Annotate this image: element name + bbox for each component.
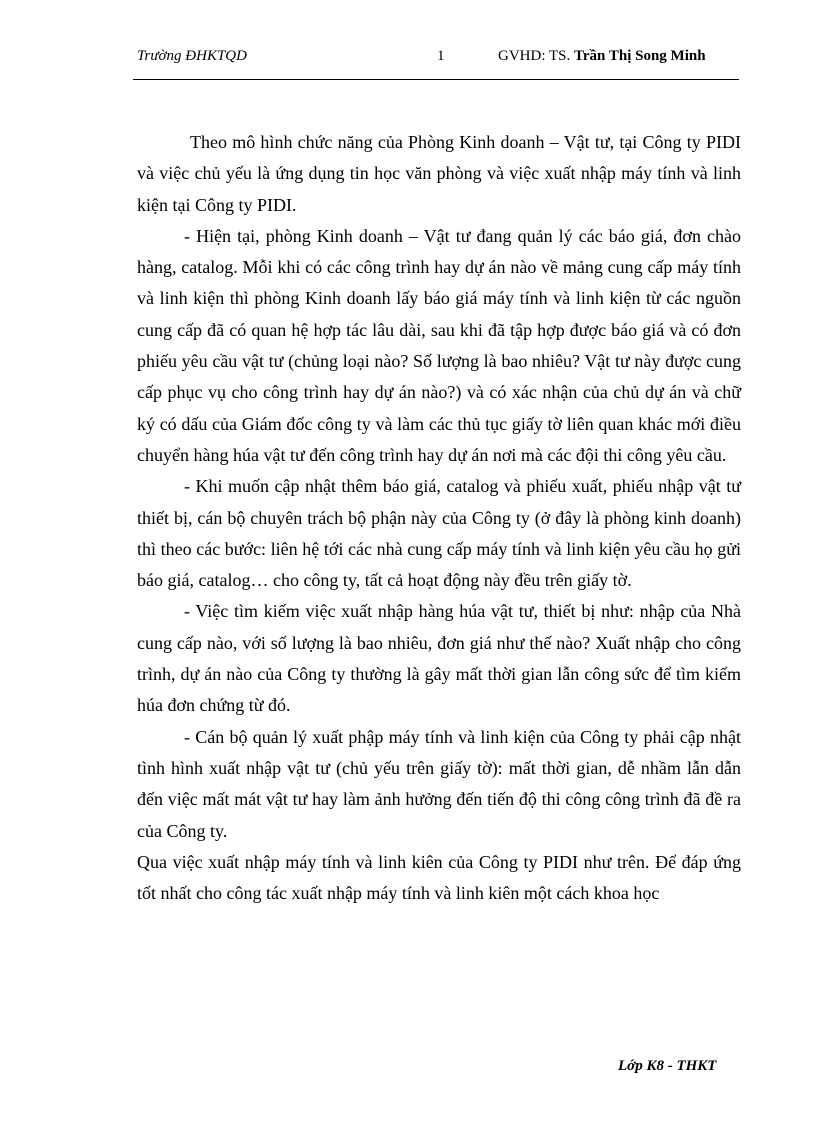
advisor-name: Trần Thị Song Minh	[573, 48, 706, 64]
body-text	[137, 127, 741, 909]
page-number: 1	[437, 48, 445, 64]
page-footer: Lớp K8 - THKT	[618, 1058, 717, 1074]
paragraph-current-state: - Hiện tại, phòng Kinh doanh – Vật tư đang quản lý các báo giá, đơn chào hàng, catalog. Mỗi khi có các công trình hay dự án nào về mảng cung cấp máy tính và linh kiện thì phòng Kinh doanh lấy báo giá máy tính và linh kiện từ các nguồn cung cấp đã có quan hệ hợp tác lâu dài, sau khi đã tập hợp được báo giá và có đơn phiếu yêu cầu vật tư (chủng loại nào? Số lượng là bao nhiêu? Vật tư này được cung cấp phục vụ cho công trình hay dự án nào?) và có xác nhận của chủ dự án và chữ ký có dấu của Giám đốc công ty và làm các thủ tục giấy tờ liên quan khác mới điều chuyển hàng húa vật tư đến công trình hay dự án nơi mà các đội thi công yêu cầu.	[137, 225, 741, 465]
page-header	[0, 48, 816, 70]
header-divider	[133, 79, 739, 80]
paragraph-update-process: - Khi muốn cập nhật thêm báo giá, catalog và phiếu xuất, phiếu nhập vật tư thiết bị, cán bộ chuyên trách bộ phận này của Công ty (ở đây là phòng kinh doanh) thì theo các bước: liên hệ tới các nhà cung cấp máy tính và linh kiện yêu cầu họ gửi báo giá, catalog… cho công ty, tất cả hoạt động này đều trên giấy tờ.	[137, 476, 741, 591]
advisor-prefix: GVHD: TS.	[498, 48, 571, 64]
header-school: Trường ĐHKTQD	[137, 48, 247, 64]
paragraph-intro: Theo mô hình chức năng của Phòng Kinh doanh – Vật tư, tại Công ty PIDI và việc chủ yếu là ứng dụng tin học văn phòng và việc xuất nhập máy tính và linh kiện tại Công ty PIDI.	[137, 132, 741, 215]
header-advisor	[498, 48, 706, 65]
paragraph-conclusion: Qua việc xuất nhập máy tính và linh kiên của Công ty PIDI như trên. Để đáp ứng tốt nhất cho công tác xuất nhập máy tính và linh kiên một cách khoa học	[137, 851, 741, 904]
paragraph-search-issue: - Việc tìm kiếm việc xuất nhập hàng húa vật tư, thiết bị như: nhập của Nhà cung cấp nào, với số lượng là bao nhiêu, đơn giá như thế nào? Xuất nhập cho công trình, dự án nào của Công ty thường là gây mất thời gian lẫn công sức để tìm kiếm húa đơn chứng từ đó.	[137, 601, 741, 716]
paragraph-manager-issue: - Cán bộ quản lý xuất phập máy tính và linh kiện của Công ty phải cập nhật tình hình xuất nhập vật tư (chủ yếu trên giấy tờ): mất thời gian, dễ nhầm lẫn dẫn đến việc mất mát vật tư hay làm ảnh hưởng đến tiến độ thi công công trình đã đề ra của Công ty.	[137, 726, 741, 841]
